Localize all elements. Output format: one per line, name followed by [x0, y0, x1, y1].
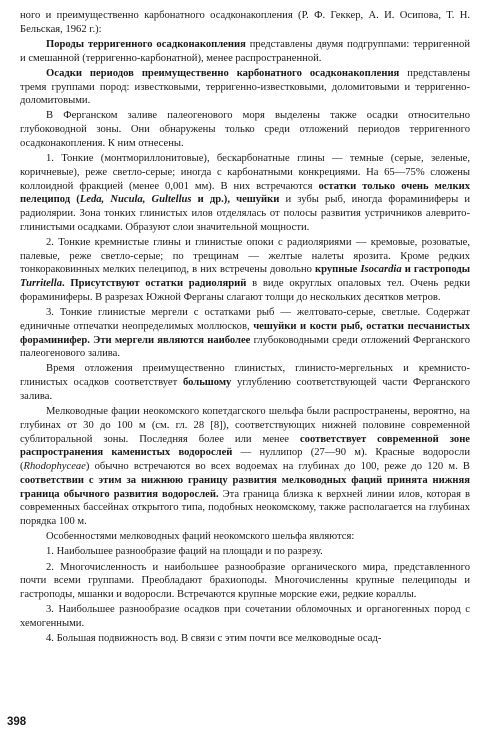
text-run: и зубы рыб, иногда фораминиферы и радиолярии. Зона тонких глинистых илов отделялась от полосы развития устричников алеврито-глинистыми осадками. Образуют слои значительной мощности. — [20, 194, 470, 233]
text-run: 1. Тонкие (монтмориллонитовые), бескарбонатные глины — темные (серые, зеленые, коричневые), реже светло-серые; иногда с карбонатными конкрециями. На 65—75% сложены коллоидной фракцией (менее 0,001 мм). В них встречаются — [20, 153, 470, 192]
text-run: 1. Наибольшее разнообразие фаций на площади и по разрезу. — [46, 546, 323, 558]
text-run: и др.), — [191, 194, 237, 206]
text-run: соответствии с этим за нижнюю границу развития мелководных фаций принята нижняя граница обычного развития водорослей. — [20, 474, 470, 500]
text-run: . Присутствуют остатки радиолярий — [62, 278, 247, 290]
text-run: Эта граница близка к верхней линии илов, которая в современных бассейнах открытого типа, подобных неокомскому, также располагается на глубинах порядка 100 м. — [20, 488, 470, 528]
text-run: представлены двумя подгруппами: терригенной и смешанной (терригенно-карбонатной), менее распространенной. — [20, 38, 470, 64]
body-paragraph — [20, 632, 470, 646]
body-paragraph — [20, 603, 470, 631]
text-run: и гастроподы — [401, 264, 470, 276]
text-run: большому — [182, 377, 232, 389]
text-run: соответствует современной зоне распространения каменистых водорослей — [20, 433, 470, 459]
text-run: Время отложения преимущественно глинистых, глинисто-мергельных и кремнисто-глинистых осадков соответствует — [20, 363, 470, 389]
body-paragraph — [20, 530, 470, 544]
text-run: углублению соответствующей части Ферганского залива. — [20, 377, 470, 402]
text-run: Rhodophyceae — [23, 461, 86, 473]
text-run: Turritella — [20, 278, 62, 290]
page-text-column — [20, 9, 470, 646]
text-run: Isocardia — [360, 264, 402, 276]
text-run: чешуйки и кости рыб, остатки песчанистых фораминифер. Эти мергели являются наиболее — [20, 320, 470, 346]
text-run: — нуллипор (27—90 м). Красные водоросли ( — [20, 447, 470, 473]
text-run: Leda, Nucula, Gultellus — [79, 194, 192, 206]
text-run: глубоководными среди отложений Ферганского палеогенового залива. — [20, 334, 470, 360]
text-run: В Ферганском заливе палеогенового моря выделены также осадки относительно глубоководной зоны. Они обнаружены только среди отложений периодов терригенного осадконакопления. К ним отнесены. — [20, 110, 470, 149]
text-run: Осадки периодов преимущественно карбонатного осадконакопления — [46, 67, 400, 79]
text-run: остатки только очень мелких пелеципод ( — [20, 180, 470, 206]
body-paragraph — [20, 236, 470, 305]
page-number: 398 — [7, 716, 27, 728]
text-run: в виде округлых опаловых тел. Очень редки фораминиферы. В разрезах Южной Ферганы слагают толщи до нескольких десятков метров. — [20, 278, 471, 303]
text-run: крупные — [315, 264, 361, 276]
body-paragraph — [20, 109, 470, 150]
text-run: 3. Тонкие глинистые мергели с остатками рыб — желтовато-серые, светлые. Содержат единичные отпечатки неопределимых моллюсков, — [20, 307, 470, 332]
text-run: Особенностями мелководных фаций неокомского шельфа являются: — [46, 531, 355, 543]
text-run: чешуйки — [236, 194, 280, 206]
text-run: Породы терригенного осадконакопления — [46, 38, 246, 50]
body-paragraph — [20, 561, 470, 602]
body-paragraph — [20, 152, 470, 235]
body-paragraph — [20, 38, 470, 66]
text-run: ного и преимущественно карбонатного осадконакопления (Р. Ф. Геккер, А. И. Осипова, Т. Н. Бельская, 1962 г.): — [20, 10, 470, 35]
body-paragraph — [20, 9, 470, 37]
body-paragraph — [20, 67, 470, 108]
body-paragraph — [20, 405, 470, 529]
text-run: 4. Большая подвижность вод. В связи с этим почти все мелководные осад- — [46, 633, 382, 645]
text-run: 2. Тонкие кремнистые глины и глинистые опоки с радиоляриями — кремовые, розоватые, палевые, реже светло-серые; по трещинам — желтые налеты ярозита. Кроме редких тонкораковинных мелких пелеципод, в них встречены довольно — [20, 236, 470, 276]
body-paragraph — [20, 362, 470, 403]
text-run: 3. Наибольшее разнообразие осадков при сочетании обломочных и органогенных пород с хемогенными. — [20, 604, 470, 629]
text-run: ) обычно встречаются во всех водоемах на глубинах до 100, реже до 120 м. В — [85, 461, 470, 473]
text-run: представлены тремя группами пород: известковыми, терригенно-известковыми, доломитовыми и терригенно-доломитовыми. — [20, 67, 470, 107]
text-run: Мелководные фации неокомского копетдагского шельфа были распространены, вероятно, на глубинах от 30 до 100 м (см. гл. 28 [8]), соответствующих нижней половине современной сублиторальной зоны. Последняя более или менее — [20, 406, 470, 445]
body-paragraph — [20, 545, 470, 559]
body-paragraph — [20, 306, 470, 361]
text-run: 2. Многочисленность и наибольшее разнообразие органического мира, представленного почти всеми группами. Преобладают брахиоподы. Многочисленны крупные пелециподы и гастроподы, мшанки и водоросли. Встречаются крупные морские ежи, редкие кораллы. — [20, 561, 470, 601]
